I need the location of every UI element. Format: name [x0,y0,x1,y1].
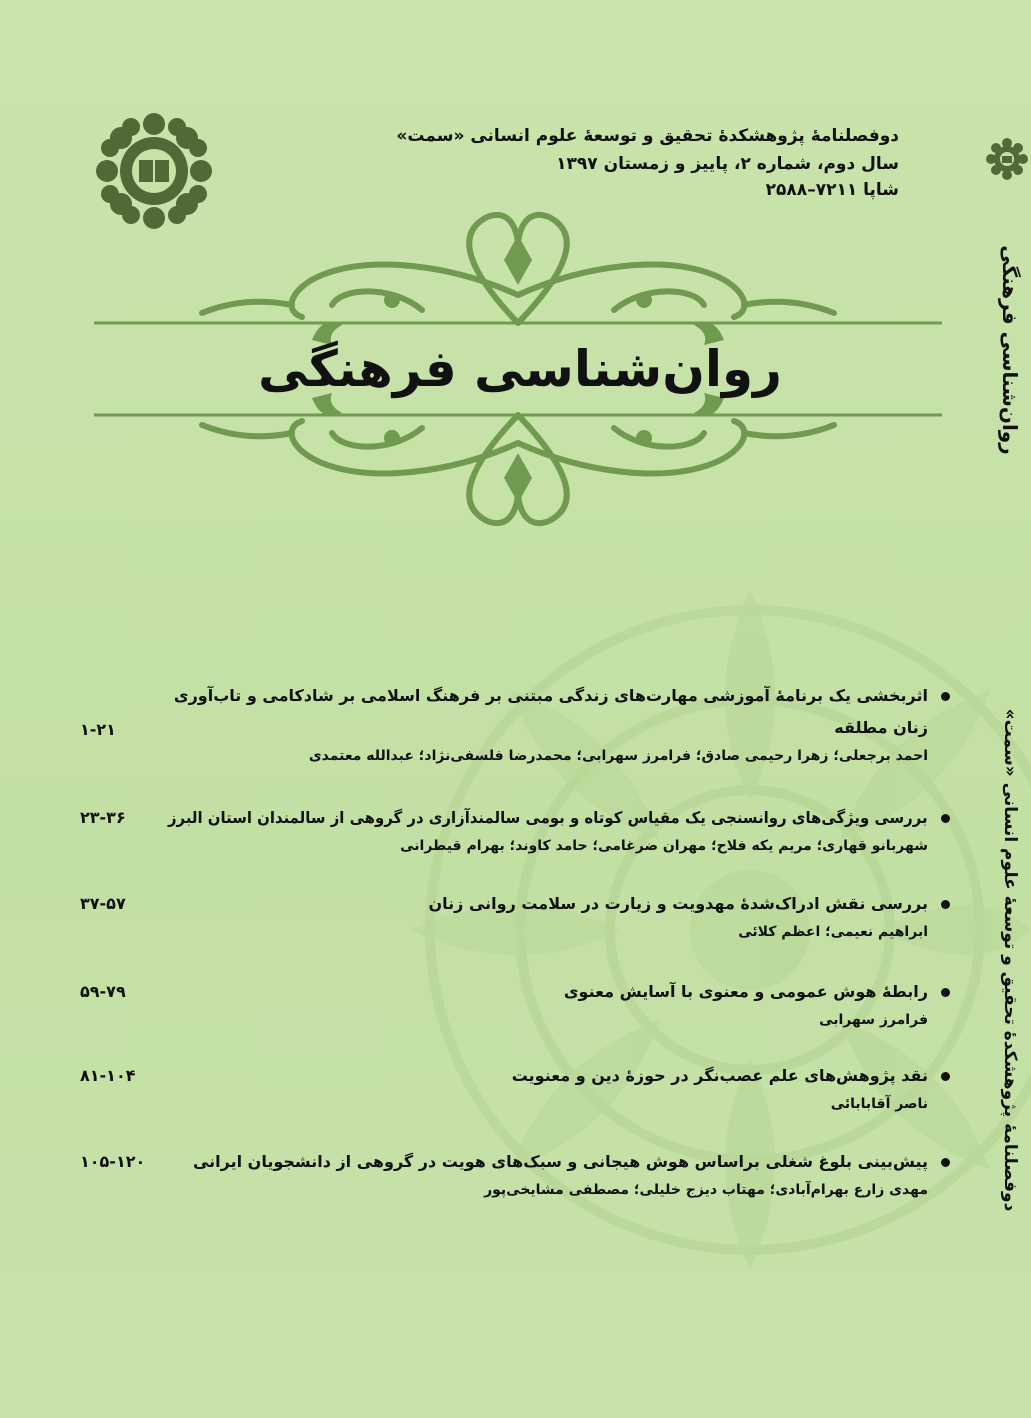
article-2 [80,808,950,868]
article-authors: شهربانو قهاری؛ مریم یکه فلاح؛ مهران ضرغامی؛ حامد کاوند؛ بهرام قیطرانی [400,838,928,854]
article-title-continued: زنان مطلقه [834,718,928,737]
article-authors: ناصر آقابابائی [830,1096,928,1112]
article-1 [80,686,950,786]
bullet-icon [941,1158,950,1167]
article-title: بررسی ویژگی‌های روانسنجی یک مقیاس کوتاه و بومی سالمندآزاری در گروهی از سالمندان استان البرز [168,808,928,827]
article-authors: مهدی زارع بهرام‌آبادی؛ مهتاب دیزج خلیلی؛ مصطفی مشایخی‌پور [484,1182,928,1198]
rosette-watermark [330,500,1031,1418]
article-title: اثربخشی یک برنامهٔ آموزشی مهارت‌های زندگی مبتنی بر فرهنگ اسلامی بر شادکامی و تاب‌آوری [173,686,928,705]
article-title: بررسی نقش ادراک‌شدهٔ مهدویت و زیارت در سلامت روانی زنان [428,894,928,913]
article-3 [80,894,950,954]
header-issue-info: سال دوم، شماره ۲، پاییز و زمستان ۱۳۹۷ [556,154,899,174]
article-pages: ۱-۲۱ [80,720,116,739]
article-authors: احمد برجعلی؛ زهرا رحیمی صادق؛ فرامرز سهرابی؛ محمدرضا فلسفی‌نژاد؛ عبدالله معتمدی [308,748,928,764]
bullet-icon [941,1072,950,1081]
header-journal-type: دوفصلنامهٔ پژوهشکدهٔ تحقیق و توسعهٔ علوم انسانی «سمت» [396,126,899,146]
article-4 [80,982,950,1042]
spine-title: روان‌شناسی فرهنگی [998,245,1022,455]
spine-publisher: دوفصلنامهٔ پژوهشکدهٔ تحقیق و توسعهٔ علوم انسانی «سمت» [1000,708,1020,1212]
article-pages: ۵۹-۷۹ [80,982,126,1001]
bullet-icon [941,814,950,823]
article-authors: ابراهیم نعیمی؛ اعظم کلائی [738,924,928,940]
article-6 [80,1152,950,1212]
article-title: پیش‌بینی بلوغ شغلی براساس هوش هیجانی و سبک‌های هویت در گروهی از دانشجویان ایرانی [192,1152,928,1171]
bullet-icon [941,692,950,701]
article-pages: ۳۷-۵۷ [80,894,126,913]
article-5 [80,1066,950,1126]
article-pages: ۸۱-۱۰۴ [80,1066,136,1085]
spine-seal-icon [986,138,1028,180]
article-title: نقد پژوهش‌های علم عصب‌نگر در حوزهٔ دین و معنویت [511,1066,928,1085]
bullet-icon [941,988,950,997]
article-authors: فرامرز سهرابی [819,1012,928,1028]
article-pages: ۲۳-۳۶ [80,808,126,827]
bullet-icon [941,900,950,909]
journal-title: روان‌شناسی فرهنگی [258,340,782,398]
article-pages: ۱۰۵-۱۲۰ [80,1152,146,1171]
header-issn: شاپا ۷۲۱۱–۲۵۸۸ [765,180,899,200]
article-title: رابطهٔ هوش عمومی و معنوی با آسایش معنوی [563,982,928,1001]
